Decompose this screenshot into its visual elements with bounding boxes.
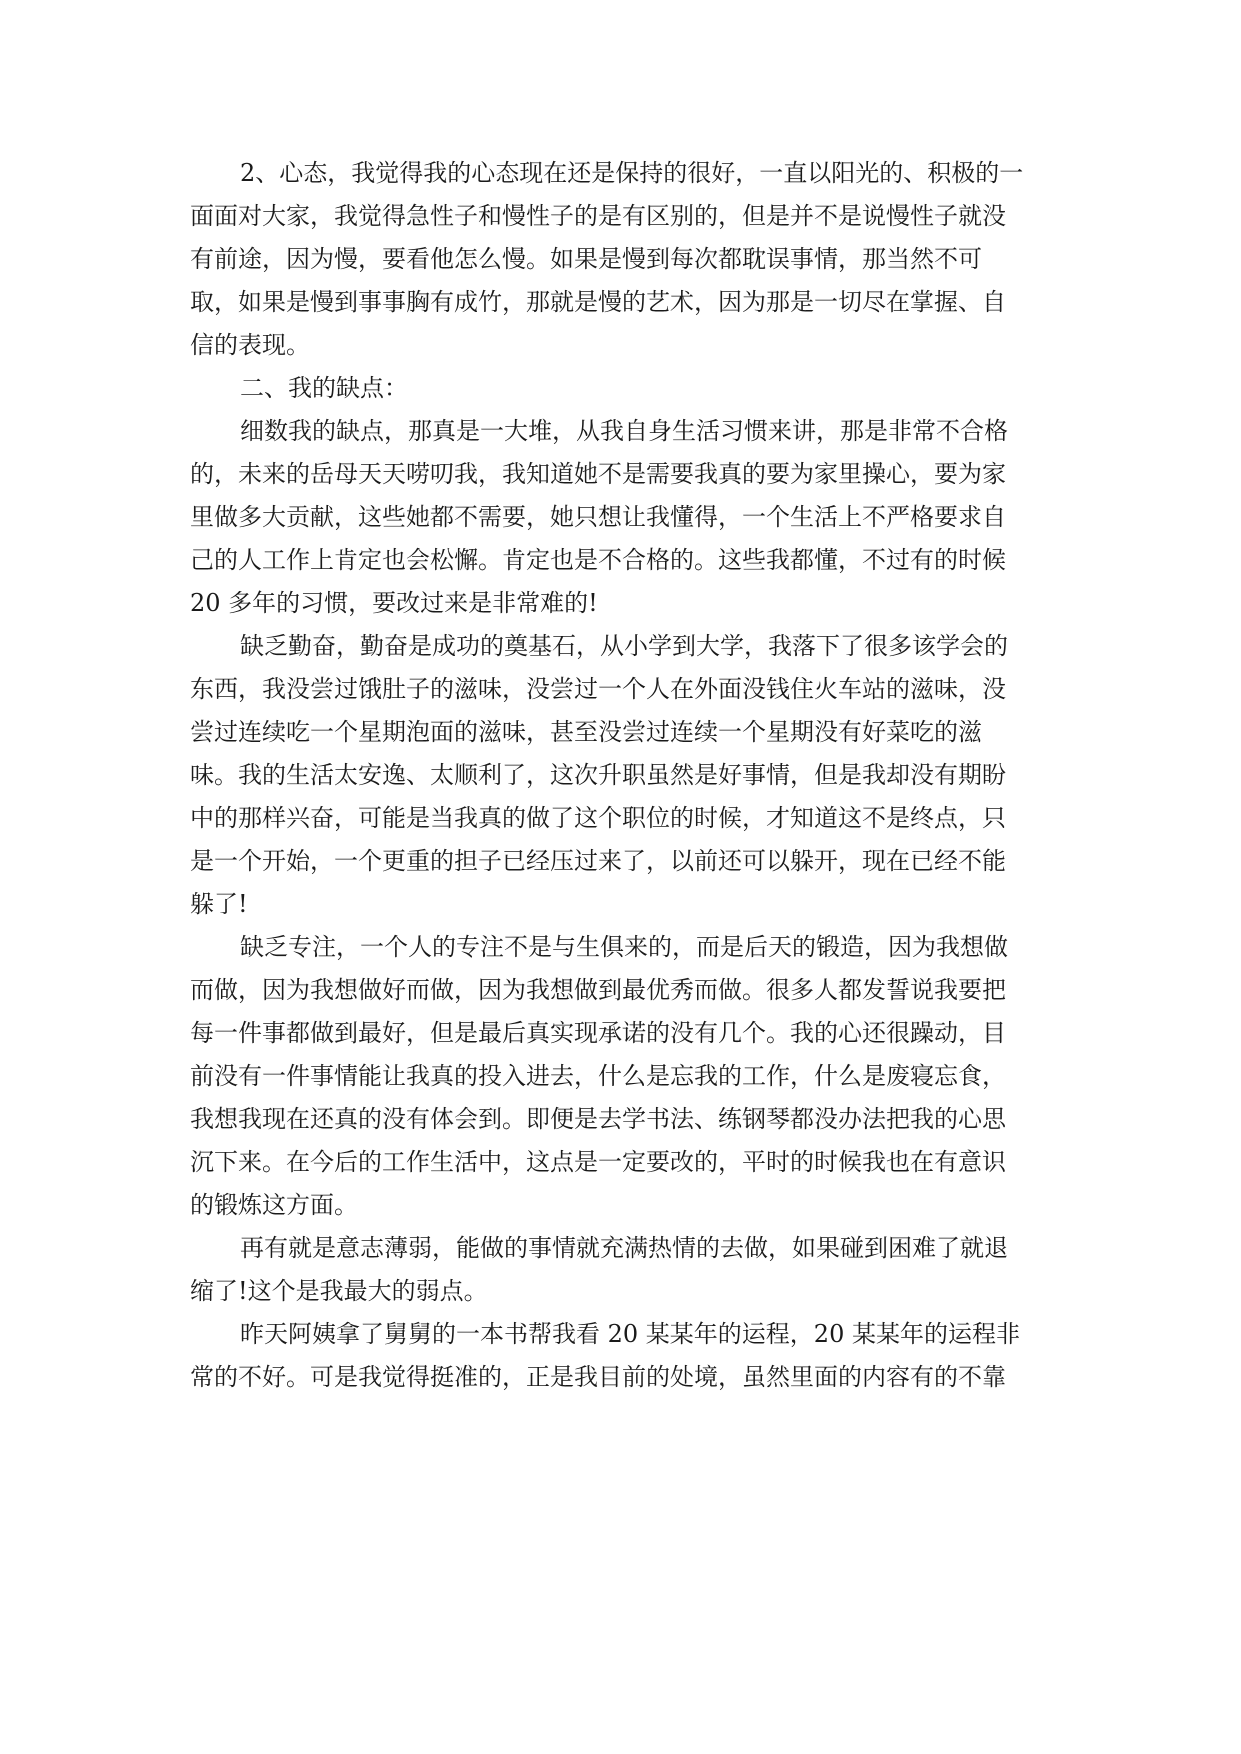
text-line: 信的表现。 [190, 331, 310, 359]
text-line: 东西，我没尝过饿肚子的滋味，没尝过一个人在外面没钱住火车站的滋味，没 [190, 675, 1006, 703]
text-line: 20 多年的习惯，要改过来是非常难的! [190, 589, 598, 617]
text-line: 常的不好。可是我觉得挺准的，正是我目前的处境，虽然里面的内容有的不靠 [190, 1363, 1006, 1391]
text-line: 中的那样兴奋，可能是当我真的做了这个职位的时候，才知道这不是终点，只 [190, 804, 1006, 832]
text-line: 有前途，因为慢，要看他怎么慢。如果是慢到每次都耽误事情，那当然不可 [190, 245, 982, 273]
text-line: 里做多大贡献，这些她都不需要，她只想让我懂得，一个生活上不严格要求自 [190, 503, 1006, 531]
text-line: 尝过连续吃一个星期泡面的滋味，甚至没尝过连续一个星期没有好菜吃的滋 [190, 718, 982, 746]
text-line: 面面对大家，我觉得急性子和慢性子的是有区别的，但是并不是说慢性子就没 [190, 202, 1006, 230]
text-line: 缺乏专注，一个人的专注不是与生俱来的，而是后天的锻造，因为我想做 [240, 933, 1008, 961]
text-line: 的锻炼这方面。 [190, 1191, 358, 1219]
text-line: 沉下来。在今后的工作生活中，这点是一定要改的，平时的时候我也在有意识 [190, 1148, 1006, 1176]
text-line: 昨天阿姨拿了舅舅的一本书帮我看 20 某某年的运程，20 某某年的运程非 [240, 1320, 1020, 1348]
text-line: 细数我的缺点，那真是一大堆，从我自身生活习惯来讲，那是非常不合格 [240, 417, 1008, 445]
text-line: 己的人工作上肯定也会松懈。肯定也是不合格的。这些我都懂，不过有的时候 [190, 546, 1006, 574]
text-line: 躲了! [190, 890, 248, 918]
section-heading: 二、我的缺点： [240, 374, 408, 402]
text-line: 而做，因为我想做好而做，因为我想做到最优秀而做。很多人都发誓说我要把 [190, 976, 1006, 1004]
text-line: 我想我现在还真的没有体会到。即便是去学书法、练钢琴都没办法把我的心思 [190, 1105, 1006, 1133]
text-line: 味。我的生活太安逸、太顺利了，这次升职虽然是好事情，但是我却没有期盼 [190, 761, 1006, 789]
text-line: 每一件事都做到最好，但是最后真实现承诺的没有几个。我的心还很躁动，目 [190, 1019, 1006, 1047]
document-body [190, 152, 1070, 1399]
text-line: 前没有一件事情能让我真的投入进去，什么是忘我的工作，什么是废寝忘食， [190, 1062, 1006, 1090]
text-line: 的，未来的岳母天天唠叨我，我知道她不是需要我真的要为家里操心，要为家 [190, 460, 1006, 488]
text-line: 缩了!这个是我最大的弱点。 [190, 1277, 488, 1305]
text-line: 2、心态，我觉得我的心态现在还是保持的很好，一直以阳光的、积极的一 [240, 159, 1024, 187]
text-line: 再有就是意志薄弱，能做的事情就充满热情的去做，如果碰到困难了就退 [240, 1234, 1008, 1262]
text-line: 是一个开始，一个更重的担子已经压过来了，以前还可以躲开，现在已经不能 [190, 847, 1006, 875]
text-line: 缺乏勤奋，勤奋是成功的奠基石，从小学到大学，我落下了很多该学会的 [240, 632, 1008, 660]
text-line: 取，如果是慢到事事胸有成竹，那就是慢的艺术，因为那是一切尽在掌握、自 [190, 288, 1006, 316]
